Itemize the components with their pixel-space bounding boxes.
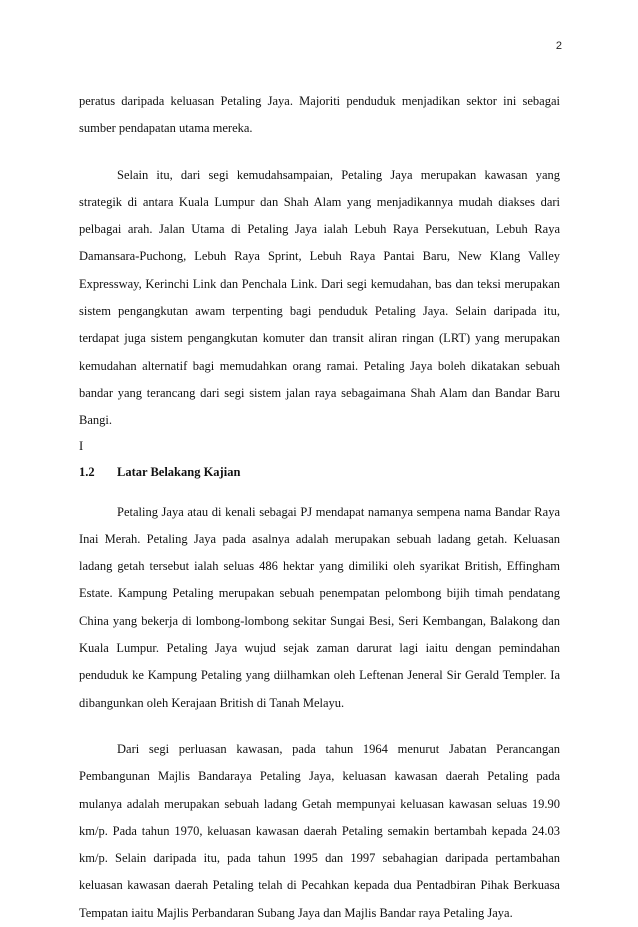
page-content — [79, 88, 560, 927]
section-heading — [79, 461, 560, 483]
section-number: 1.2 — [79, 464, 95, 479]
paragraph-expansion: Dari segi perluasan kawasan, pada tahun 1964 menurut Jabatan Perancangan Pembangunan Majlis Bandaraya Petaling Jaya, keluasan kawasan daerah Petaling pada mulanya adalah merupakan sebuah ladang Getah mempunyai keluasan kawasan seluas 19.90 km/p. Pada tahun 1970, keluasan kawasan daerah Petaling semakin bertambah kepada 24.03 km/p. Selain daripada itu, pada tahun 1995 dan 1997 sebahagian daripada pertambahan keluasan kawasan daerah Petaling telah di Pecahkan kepada dua Pentadbiran Pihak Berkuasa Tempatan iaitu Majlis Perbandaran Subang Jaya dan Majlis Bandar raya Petaling Jaya. — [79, 741, 560, 920]
paragraph-accessibility: Selain itu, dari segi kemudahsampaian, Petaling Jaya merupakan kawasan yang strategik di antara Kuala Lumpur dan Shah Alam yang menjadikannya mudah diakses dari pelbagai arah. Jalan Utama di Petaling Jaya ialah Lebuh Raya Persekutuan, Lebuh Raya Damansara-Puchong, Lebuh Raya Sprint, Lebuh Raya Pantai Baru, New Klang Valley Expressway, Kerinchi Link dan Penchala Link. Dari segi kemudahan, bas dan teksi merupakan sistem pengangkutan awam terpenting bagi penduduk Petaling Jaya. Selain daripada itu, terdapat juga sistem pengangkutan komuter dan transit aliran ringan (LRT) yang merupakan kemudahan alternatif bagi memudahkan orang ramai. Petaling Jaya boleh dikatakan sebuah bandar yang terancang dari segi sistem jalan raya sebagaimana Shah Alam dan Bandar Baru Bangi. — [79, 167, 560, 428]
section-title: Latar Belakang Kajian — [117, 464, 241, 479]
page-number: 2 — [555, 40, 562, 52]
stray-character: I — [79, 438, 84, 453]
paragraph-history: Petaling Jaya atau di kenali sebagai PJ mendapat namanya sempena nama Bandar Raya Inai Merah. Petaling Jaya pada asalnya adalah merupakan sebuah ladang getah. Keluasan ladang getah tersebut ialah seluas 486 hektar yang dimiliki oleh syarikat British, Effingham Estate. Kampung Petaling merupakan sebuah penempatan pelombong bijih timah pendatang China yang bekerja di lombong-lombong sekitar Sungai Besi, Seri Kembangan, Balakong dan Kuala Lumpur. Petaling Jaya wujud sejak zaman darurat lagi iaitu dengan pemindahan penduduk ke Kampung Petaling yang diilhamkan oleh Leftenan Jeneral Sir Gerald Templer. Ia dibangunkan oleh Kerajaan British di Tanah Melayu. — [79, 504, 560, 710]
paragraph-continuation: peratus daripada keluasan Petaling Jaya. Majoriti penduduk menjadikan sektor ini sebagai sumber pendapatan utama mereka. — [79, 94, 560, 136]
